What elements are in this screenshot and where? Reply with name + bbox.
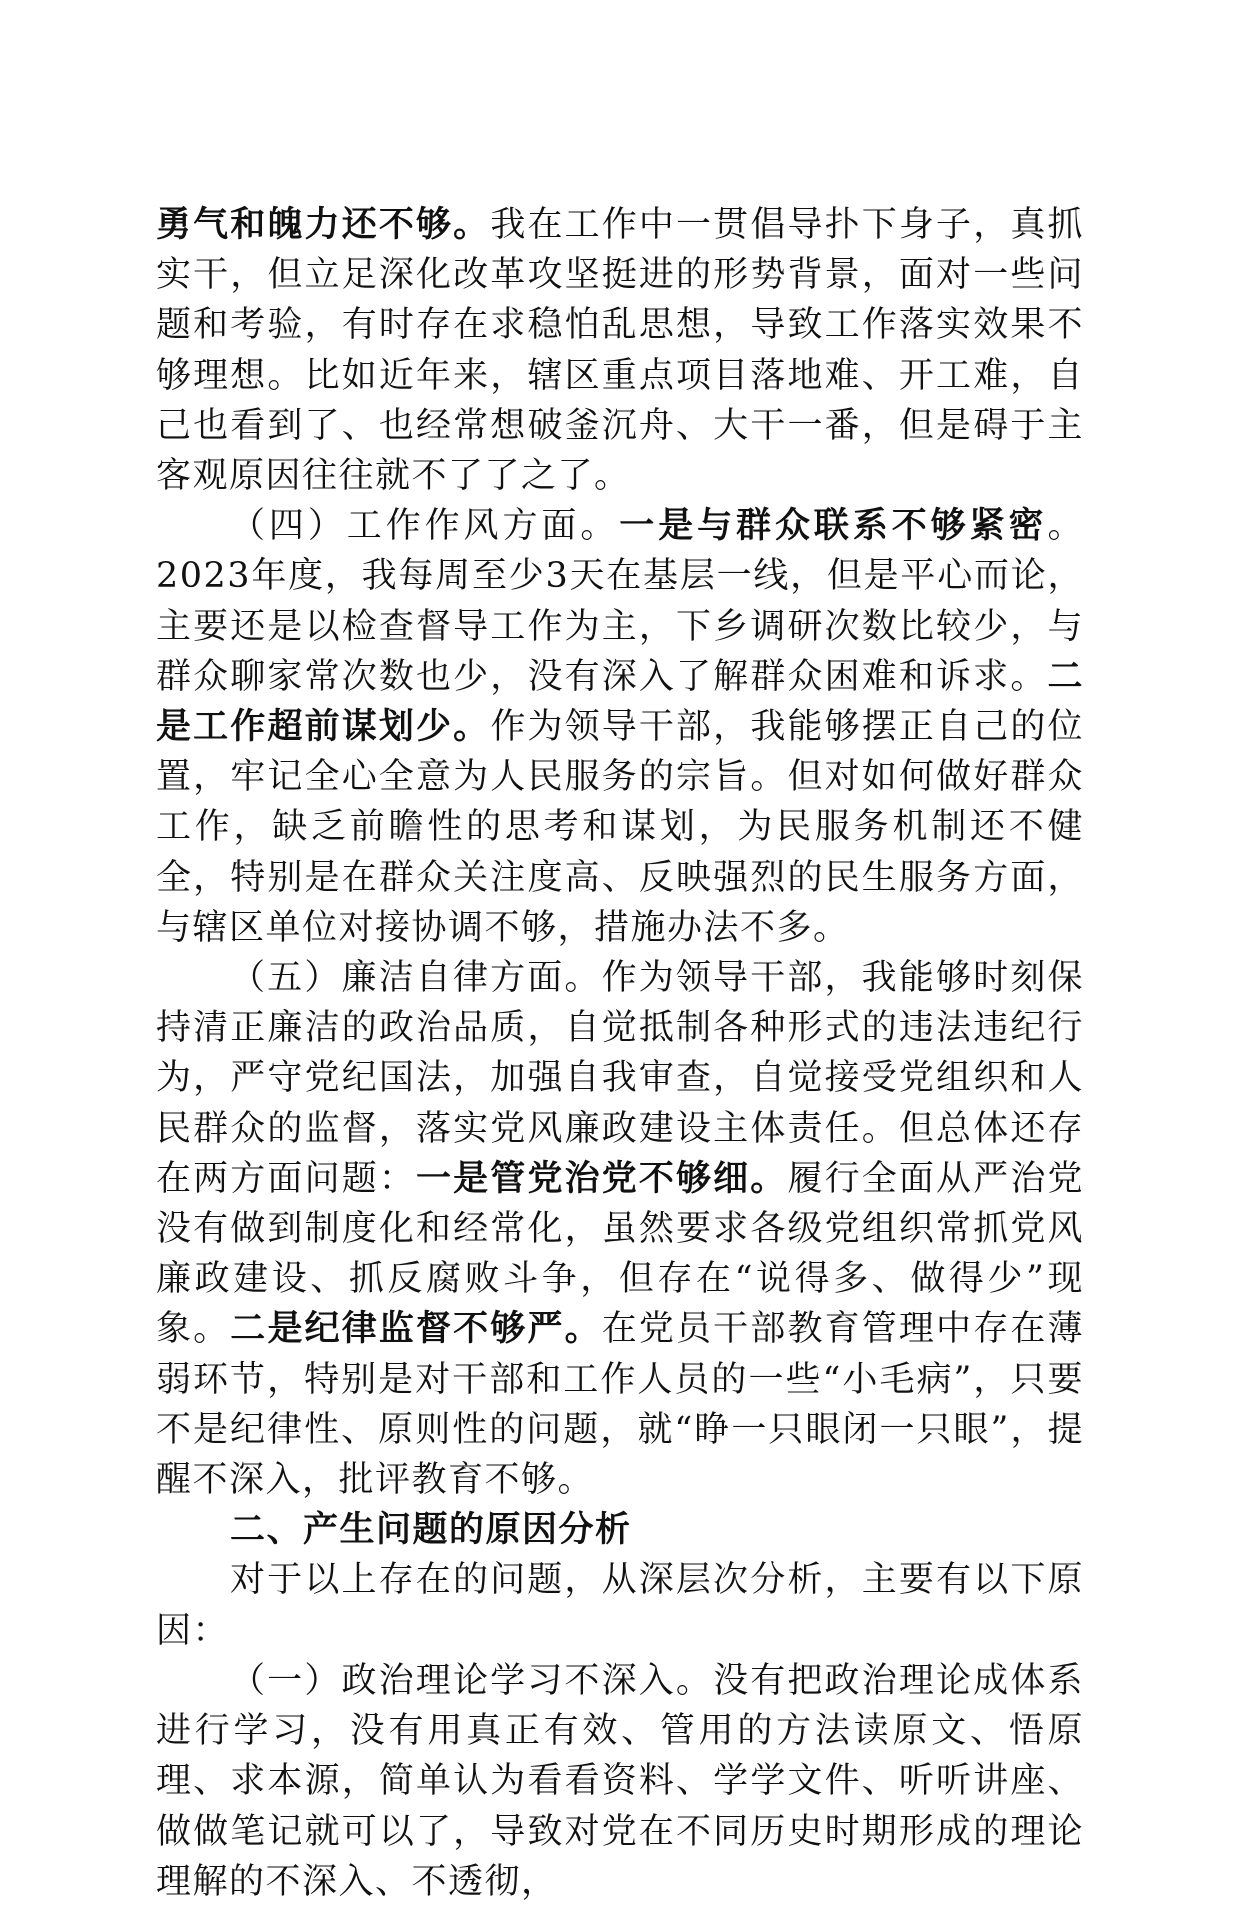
text-run: 。2023年度，我每周至少3天在基层一线，但是平心而论，主要还是以检查督导工作为主，下乡调研次数比较少，与群众聊家常次数也少，没有深入了解群众困难和诉求。 (156, 506, 1084, 697)
section-label-integrity: （五）廉洁自律方面。 (230, 958, 602, 999)
bold-lead-courage: 勇气和魄力还不够。 (156, 205, 491, 245)
paragraph-work-style (156, 501, 1084, 953)
heading-text: 二、产生问题的原因分析 (230, 1510, 632, 1551)
bold-point-2: 二是纪律监督不够严。 (230, 1309, 602, 1350)
section-label-theory-study: （一）政治理论学习不深入。 (230, 1660, 714, 1701)
paragraph-intro (156, 1555, 1084, 1655)
bold-point-2: 二是工作超前谋划少。 (156, 656, 1084, 748)
paragraph-courage (156, 200, 1084, 501)
text-run: 履行全面从严治党没有做到制度化和经常化，虽然要求各级党组织常抓党风廉政建设、抓反腐败斗争，但存在“说得多、做得少”现象。 (156, 1158, 1084, 1350)
paragraph-theory-study (156, 1656, 1084, 1907)
text-run: 对于以上存在的问题，从深层次分析，主要有以下原因： (156, 1560, 1084, 1651)
text-run: 作为领导干部，我能够时刻保持清正廉洁的政治品质，自觉抵制各种形式的违法违纪行为，严守党纪国法，加强自我审查，自觉接受党组织和人民群众的监督，落实党风廉政建设主体责任。但总体还存在两方面问题： (156, 958, 1084, 1199)
document-body (156, 200, 1084, 1907)
section-label-work-style: （四）工作作风方面。 (230, 506, 620, 547)
section-heading-cause-analysis (156, 1505, 1084, 1555)
text-run: 作为领导干部，我能够摆正自己的位置，牢记全心全意为人民服务的宗旨。但对如何做好群众工作，缺乏前瞻性的思考和谋划，为民服务机制还不健全，特别是在群众关注度高、反映强烈的民生服务方面，与辖区单位对接协调不够，措施办法不多。 (156, 707, 1084, 948)
paragraph-integrity (156, 953, 1084, 1505)
text-run: 在党员干部教育管理中存在薄弱环节，特别是对干部和工作人员的一些“小毛病”，只要不是纪律性、原则性的问题，就“睁一只眼闭一只眼”，提醒不深入，批评教育不够。 (156, 1309, 1084, 1501)
bold-point-1: 一是管党治党不够细。 (416, 1158, 788, 1199)
text-run: 我在工作中一贯倡导扑下身子，真抓实干，但立足深化改革攻坚挺进的形势背景，面对一些问题和考验，有时存在求稳怕乱思想，导致工作落实效果不够理想。比如近年来，辖区重点项目落地难、开工难，自己也看到了、也经常想破釜沉舟、大干一番，但是碍于主客观原因往往就不了了之了。 (156, 205, 1084, 497)
text-run: 没有把政治理论成体系进行学习，没有用真正有效、管用的方法读原文、悟原理、求本源，简单认为看看资料、学学文件、听听讲座、做做笔记就可以了，导致对党在不同历史时期形成的理论理解的不深入、不透彻， (156, 1660, 1084, 1902)
bold-point-1: 一是与群众联系不够紧密 (619, 506, 1048, 547)
